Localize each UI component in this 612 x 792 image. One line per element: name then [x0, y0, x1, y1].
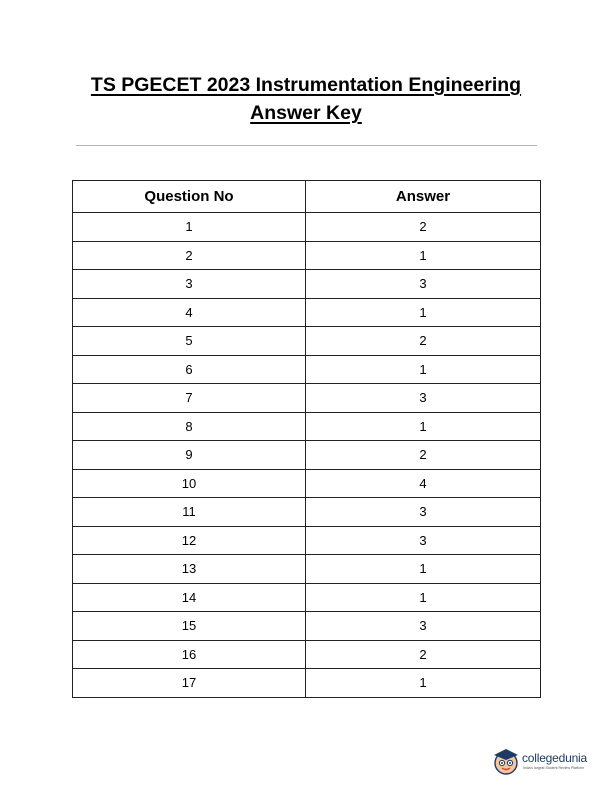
question-number-cell: 4: [73, 298, 306, 327]
column-header-answer: Answer: [306, 181, 541, 213]
answer-cell: 1: [306, 355, 541, 384]
student-mascot-icon: [491, 746, 521, 776]
answer-cell: 3: [306, 612, 541, 641]
answer-cell: 1: [306, 583, 541, 612]
answer-cell: 1: [306, 669, 541, 698]
answer-cell: 1: [306, 555, 541, 584]
question-number-cell: 7: [73, 384, 306, 413]
table-row: [73, 498, 541, 527]
question-number-cell: 6: [73, 355, 306, 384]
table-row: [73, 583, 541, 612]
table-row: [73, 241, 541, 270]
brand-tagline: India's largest Student Review Platform: [523, 766, 584, 770]
title-line-2: Answer Key: [250, 102, 362, 124]
answer-key-table: [72, 180, 541, 698]
table-row: [73, 669, 541, 698]
table-row: [73, 441, 541, 470]
table-row: [73, 213, 541, 242]
answer-cell: 3: [306, 526, 541, 555]
answer-cell: 4: [306, 469, 541, 498]
horizontal-divider: [76, 145, 537, 146]
question-number-cell: 3: [73, 270, 306, 299]
table-row: [73, 327, 541, 356]
table-body: [73, 213, 541, 698]
table-row: [73, 612, 541, 641]
answer-cell: 2: [306, 327, 541, 356]
table-row: [73, 384, 541, 413]
answer-cell: 3: [306, 384, 541, 413]
table-row: [73, 555, 541, 584]
answer-cell: 2: [306, 640, 541, 669]
answer-cell: 3: [306, 498, 541, 527]
question-number-cell: 17: [73, 669, 306, 698]
table-row: [73, 469, 541, 498]
table-row: [73, 412, 541, 441]
question-number-cell: 5: [73, 327, 306, 356]
question-number-cell: 8: [73, 412, 306, 441]
question-number-cell: 11: [73, 498, 306, 527]
question-number-cell: 1: [73, 213, 306, 242]
answer-cell: 2: [306, 213, 541, 242]
title-line-1: TS PGECET 2023 Instrumentation Engineering: [90, 74, 522, 96]
answer-cell: 3: [306, 270, 541, 299]
question-number-cell: 13: [73, 555, 306, 584]
question-number-cell: 10: [73, 469, 306, 498]
question-number-cell: 12: [73, 526, 306, 555]
question-number-cell: 9: [73, 441, 306, 470]
collegedunia-logo: [491, 744, 612, 780]
question-number-cell: 2: [73, 241, 306, 270]
question-number-cell: 14: [73, 583, 306, 612]
table-row: [73, 270, 541, 299]
table-row: [73, 355, 541, 384]
table-row: [73, 640, 541, 669]
table-row: [73, 298, 541, 327]
brand-name: collegedunia: [522, 751, 587, 765]
answer-cell: 1: [306, 241, 541, 270]
question-number-cell: 16: [73, 640, 306, 669]
table-header-row: [73, 181, 541, 213]
answer-cell: 1: [306, 412, 541, 441]
question-number-cell: 15: [73, 612, 306, 641]
table-row: [73, 526, 541, 555]
page-title: [0, 71, 612, 127]
answer-cell: 2: [306, 441, 541, 470]
answer-cell: 1: [306, 298, 541, 327]
column-header-question-no: Question No: [73, 181, 306, 213]
